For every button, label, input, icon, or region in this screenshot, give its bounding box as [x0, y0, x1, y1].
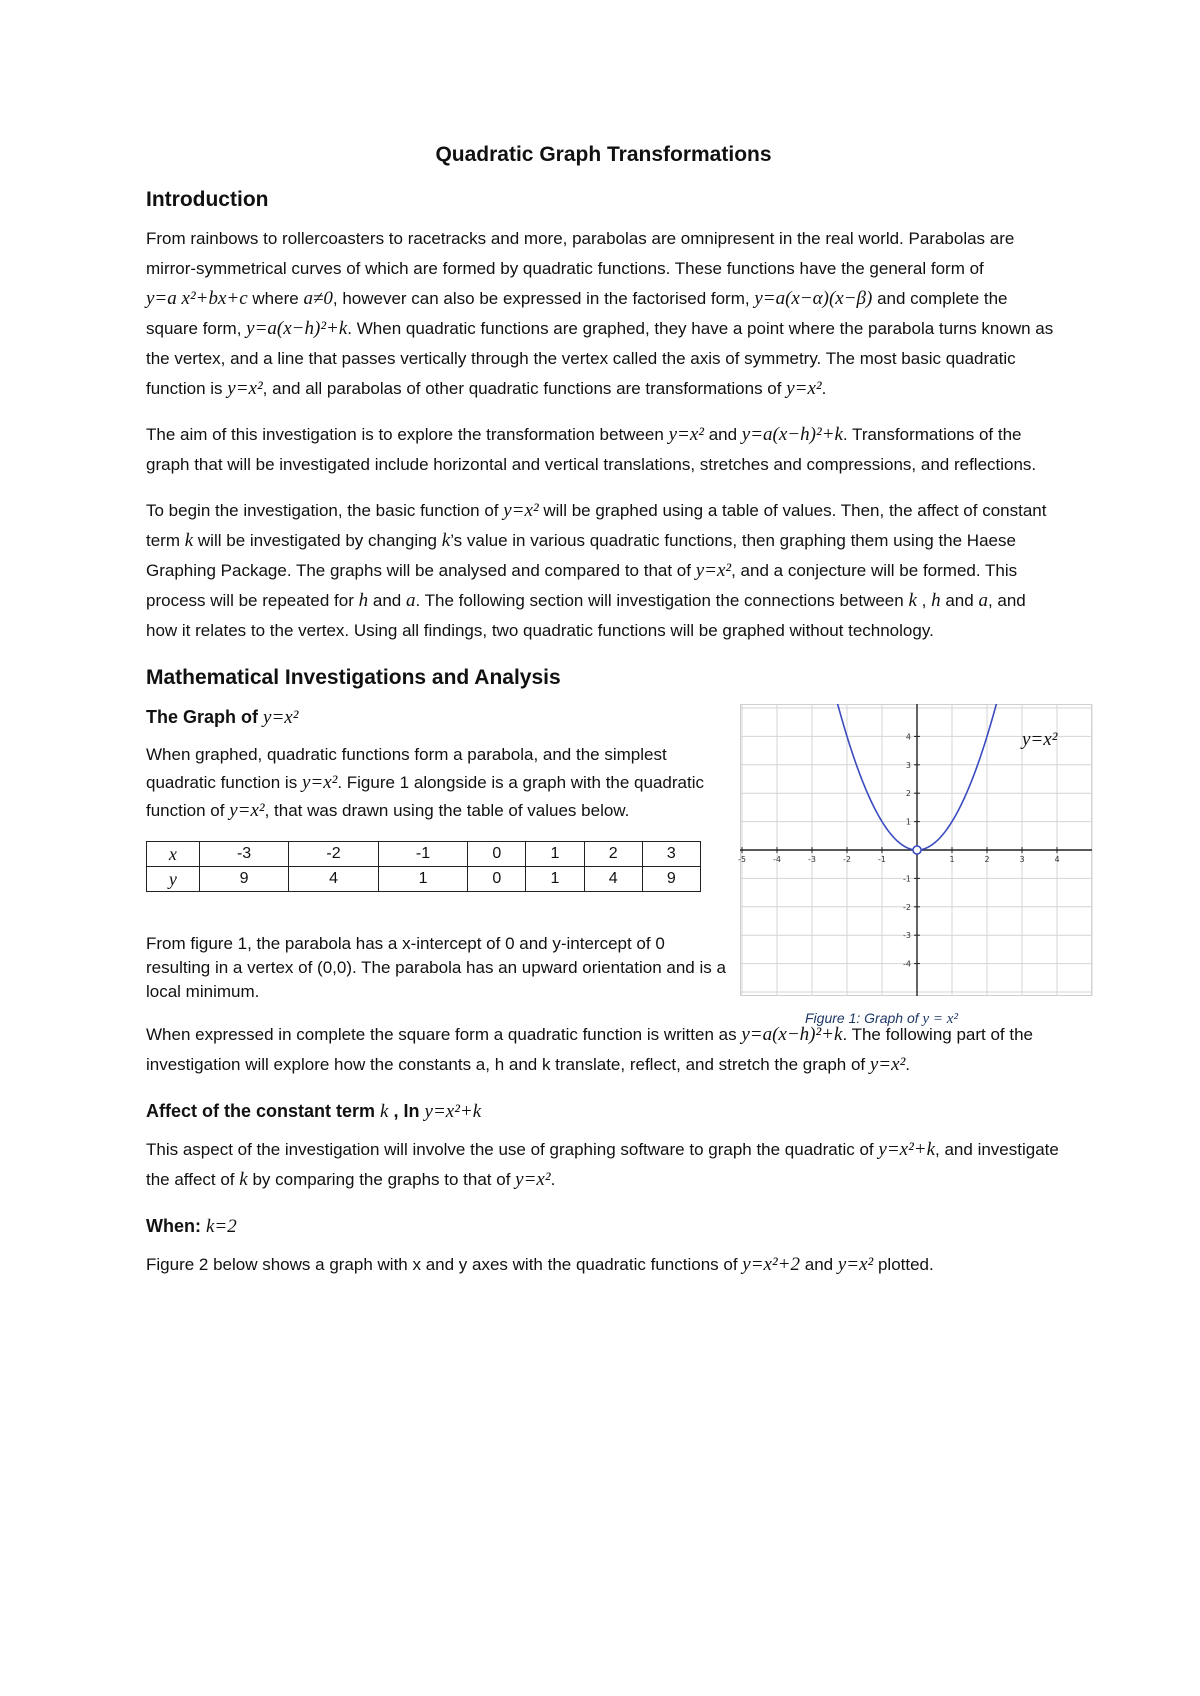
math-k: k [908, 590, 917, 611]
math-k-value: k=2 [206, 1216, 237, 1237]
text: and [708, 425, 738, 444]
table-cell: -2 [289, 842, 378, 867]
k-paragraph-1 [146, 1135, 1061, 1195]
y-tick-label: -1 [903, 874, 911, 884]
text: and [804, 1255, 834, 1274]
math-condition: a≠0 [303, 288, 333, 309]
math-basic: y = x² [922, 1011, 958, 1027]
math-vertex-form: y=a(x−h)²+k [246, 318, 348, 339]
document-title: Quadratic Graph Transformations [435, 143, 772, 166]
x-tick-label: -1 [878, 855, 886, 864]
parabola-chart [740, 704, 1092, 996]
table-cell: 4 [584, 867, 642, 892]
table-cell: 0 [468, 867, 526, 892]
y-tick-label: 3 [905, 760, 911, 770]
text: The aim of this investigation is to explore the transformation between [146, 425, 664, 444]
table-header-cell: y [147, 867, 200, 892]
text: will be graphed using a table of values. Then, the affect of constant term [146, 501, 1047, 550]
text: To begin the investigation, the basic function of [146, 501, 499, 520]
document-body [146, 140, 1061, 1296]
text: . Transformations of the graph that will be investigated include horizontal and vertical translations, stretches and compressions, and reflections. [146, 425, 1037, 474]
math-basic: y=x² [695, 560, 732, 581]
math-vertex-form: y=a(x−h)²+k [741, 424, 843, 445]
intro-paragraph-1 [146, 224, 1061, 404]
text: where [252, 289, 299, 308]
text: . [905, 1055, 910, 1074]
x-tick-label: 1 [949, 855, 955, 864]
math-basic: y=x² [227, 378, 263, 399]
math-basic: y=x² [263, 707, 299, 728]
figure-1-graph [740, 704, 1092, 996]
text: This aspect of the investigation will involve the use of graphing software to graph the quadratic of [146, 1140, 874, 1159]
text: , In [393, 1101, 420, 1121]
x-tick-label: -4 [773, 855, 781, 864]
text: and complete the square form, [146, 289, 1008, 338]
table-cell: 4 [289, 867, 378, 892]
curve-label: y=x² [1022, 728, 1058, 750]
figure-1-caption [805, 1003, 958, 1034]
math-basic: y=x² [503, 500, 539, 521]
math-basic: y=x² [837, 1254, 874, 1275]
subheading-when-k-2 [146, 1211, 1061, 1242]
text: , and how it relates to the vertex. Using all findings, two quadratic functions will be graphed without technology. [146, 591, 1026, 640]
text: . Figure 1 alongside is a graph with the quadratic function of [146, 773, 704, 820]
table-cell: 1 [526, 867, 584, 892]
x-tick-label: -5 [738, 855, 746, 864]
text: . The following section will investigation the connections between [415, 591, 904, 610]
table-cell: 1 [378, 867, 467, 892]
text: . [550, 1170, 556, 1189]
text: and [945, 591, 974, 610]
text: by comparing the graphs to that of [252, 1170, 511, 1189]
text: plotted. [877, 1255, 934, 1274]
table-cell: 9 [199, 867, 288, 892]
text: Figure 2 below shows a graph with x and y axes with the quadratic functions of [146, 1255, 738, 1274]
x-tick-label: -3 [808, 855, 816, 864]
table-cell: -1 [378, 842, 467, 867]
table-cell: 3 [642, 842, 700, 867]
table-cell: -3 [199, 842, 288, 867]
math-basic: y=x² [515, 1169, 551, 1190]
x-tick-label: 4 [1054, 855, 1060, 864]
x-tick-label: 2 [984, 855, 990, 864]
text: When expressed in complete the square form a quadratic function is written as [146, 1025, 737, 1044]
math-basic: y=x² [229, 800, 265, 821]
graph-paragraph-1 [146, 741, 726, 825]
intro-paragraph-3 [146, 496, 1061, 646]
text: and [372, 591, 402, 610]
math-k: k [380, 1101, 389, 1122]
math-basic: y=x² [786, 378, 822, 399]
table-row-y [147, 867, 701, 892]
math-k-form: y=x²+k [424, 1101, 482, 1122]
text: The Graph of [146, 707, 258, 727]
text: Figure 1: Graph of [805, 1010, 919, 1026]
y-tick-label: -4 [903, 959, 911, 969]
math-a: a [405, 590, 416, 611]
x-tick-label: 3 [1019, 855, 1025, 864]
k-paragraph-2 [146, 1250, 1061, 1280]
math-k: k [441, 530, 451, 551]
y-tick-label: 2 [905, 789, 911, 799]
y-tick-label: 1 [905, 817, 911, 827]
text: will be investigated by changing [197, 531, 438, 550]
math-h: h [931, 590, 941, 611]
math-factorised-form: y=a(x−α)(x−β) [754, 288, 873, 309]
text: When graphed, quadratic functions form a parabola, and the simplest quadratic function is [146, 745, 667, 792]
intro-paragraph-2 [146, 420, 1061, 480]
y-tick-label: 4 [905, 732, 911, 742]
x-tick-label: -2 [843, 855, 851, 864]
text: . [821, 379, 827, 398]
text: , however can also be expressed in the factorised form, [332, 289, 750, 308]
math-basic: y=x² [301, 772, 338, 793]
graph-section [146, 702, 1061, 1027]
text: , [921, 591, 927, 610]
math-basic: y=x² [869, 1054, 906, 1075]
table-cell: 2 [584, 842, 642, 867]
subheading-graph-of [146, 702, 726, 733]
math-basic: y=x² [668, 424, 704, 445]
vertex-marker [913, 846, 921, 854]
text: Affect of the constant term [146, 1101, 376, 1121]
table-cell: 1 [526, 842, 584, 867]
text: , and a conjecture will be formed. This process will be repeated for [146, 561, 1018, 610]
math-a: a [978, 590, 988, 611]
math-k-2-form: y=x²+2 [742, 1254, 800, 1275]
table-body [147, 842, 701, 892]
math-general-form: y=a x²+bx+c [146, 288, 248, 309]
table-header-cell: x [147, 842, 200, 867]
text: ’s value in various quadratic functions, then graphing them using the Haese Graphing Package. The graphs will be analysed and compared to that of [146, 531, 1016, 580]
graph-section-text [146, 702, 726, 1004]
table-of-values [146, 841, 701, 892]
table-cell: 0 [468, 842, 526, 867]
table-row-x [147, 842, 701, 867]
math-k-form: y=x²+k [878, 1139, 936, 1160]
text: , and investigate the affect of [146, 1140, 1059, 1189]
math-k: k [184, 530, 194, 551]
math-k: k [239, 1169, 248, 1190]
y-tick-label: -2 [903, 902, 911, 912]
section-heading-investigations: Mathematical Investigations and Analysis [146, 666, 561, 689]
intro-heading: Introduction [146, 188, 269, 211]
graph-paragraph-2: From figure 1, the parabola has a x-intercept of 0 and y-intercept of 0 resulting in a vertex of (0,0). The parabola has an upward orientation and is a local minimum. [146, 934, 726, 1001]
text: , that was drawn using the table of values below. [264, 801, 630, 820]
table-cell: 9 [642, 867, 700, 892]
y-tick-label: -3 [903, 931, 911, 941]
math-vertex-form: y=a(x−h)²+k [741, 1024, 843, 1045]
text: , and all parabolas of other quadratic functions are transformations of [262, 379, 782, 398]
text: . The following part of the investigation will explore how the constants a, h and k translate, reflect, and stretch the graph of [146, 1025, 1034, 1074]
text: From rainbows to rollercoasters to racetracks and more, parabolas are omnipresent in the real world. Parabolas are mirror-symmetrical curves of which are formed by quadratic functions. These functions have the general form of [146, 229, 1015, 278]
math-h: h [358, 590, 369, 611]
subheading-affect-of-k [146, 1096, 1061, 1127]
text: When: [146, 1216, 201, 1236]
text: . When quadratic functions are graphed, they have a point where the parabola turns known as the vertex, and a line that passes vertically through the vertex called the axis of symmetry. The most basic quadratic function is [146, 319, 1054, 398]
